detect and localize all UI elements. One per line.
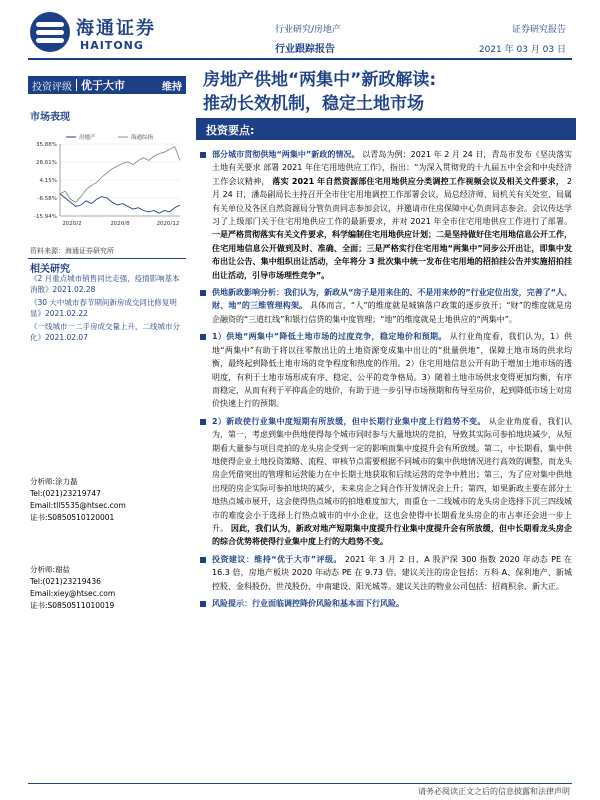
logo-text-cn: 海通证券 [76, 18, 156, 39]
footer-divider [28, 783, 572, 784]
key-point-head: 投资建议：维持“优于大市”评级。 [212, 554, 342, 564]
bullet-icon [200, 557, 206, 563]
analyst-name: 分析师:谢盐 [30, 565, 71, 574]
x-tick-label: 2020/8 [110, 221, 130, 227]
analyst-cert: 证书:S0850510120001 [30, 513, 115, 522]
logo-text-en: HAITONG [80, 39, 144, 52]
bullet-icon [200, 290, 206, 296]
y-tick-label: 4.15% [39, 178, 57, 184]
key-point-text: 从企业角度看，我们认为，第一，考虑到集中供地使得每个城市同时参与大量地块的竞拍，导致其实际可参拍地块减少，从短期看大量参与项目竞拍的龙头房企受到一定的影响而集中度提升会有所放缓。第二，中长期看，集中供地使得企业土地投资策略、流程、审核节点需要根据不同城市的集中供地情况进行高效的调整，而龙头房企凭借突出的管理和运营能力在中长期土地获取和后续运营的竞争中胜出；第三，为了应对集中供地出现的房企实际可参拍地块的减少，未来房企之间合作开发情况会上升；第四，如果新政主要在部分土地热点城市展开，这会使得热点城市的拍地难度加大，而重仓一二线城市的龙头房企选择下沉三四线城市的难度会小于选择上行热点城市的中小企业，这也会使得中长期看龙头房企的市占率还会进一步上升。 [212, 416, 572, 533]
chart-source: 资料来源：海通证券研究所 [30, 247, 114, 255]
bullet-icon [200, 601, 206, 607]
key-point-head: 2）新政使行业集中度短期有所放缓，但中长期行业集中度上行趋势不变。 [212, 416, 486, 426]
related-item[interactable]: 《一线城市一二手房成交量上升，二线城市分化》2021.02.07 [30, 322, 180, 342]
key-points-heading: 投资要点: [196, 118, 576, 140]
related-title: 相关研究 [30, 264, 70, 275]
key-point [200, 286, 572, 326]
y-tick-label: 35.88% [36, 142, 57, 148]
key-point [200, 330, 572, 410]
key-point [200, 597, 572, 610]
analyst-block [30, 564, 186, 612]
related-item[interactable]: 《30 大中城市春节期间新房成交同比修复明显》2021.02.22 [30, 298, 177, 318]
key-point-bold: 因此，我们认为，新政对地产短期集中度提升行业集中度提升会有所放缓，但中长期看龙头房企的综合优势将使得行业集中度上行的大趋势不变。 [212, 523, 572, 547]
key-point-text: 2 月 24 日，潘岛副局长主持召开全市住宅用地调控工作部署会议，局总经济师、局机关有关处室、局属有关单位及各区自然资源局分管负责同志参加会议，并邀请市住房保障中心负责同志参会。会议传达学习了上级部门关于住宅用地供应工作的最新要求，并对 2021 年全市住宅用地供应工作进行了部署。 [212, 176, 572, 227]
key-point [200, 553, 572, 593]
report-category: 行业研究/房地产 [275, 25, 342, 35]
analyst-email[interactable]: Email:xiey@htsec.com [30, 589, 116, 598]
key-point-head: 1）供地“两集中”降低土地市场的过度竞争，稳定地价和预期。 [212, 332, 447, 342]
key-point-head: 供地新政影响分析：我们认为，新政从“房子是用来住的、不是用来炒的”行业定位出发，完善了“人、财、地”的三维管理构架。 [212, 288, 572, 311]
bullet-icon [200, 152, 206, 158]
key-point-text: 2021 年 3 月 2 日，A 股沪深 300 指数 2020 年动态 PE 在 16.3 倍，房地产板块 2020 年动态 PE 在 9.73 倍。建议关注的房企包括：万科 A、保利地产、新城控股、金科股份、世茂股份、中南建设、阳光城等。建议关注的物业公司包括：招商积余、新大正。 [212, 554, 572, 591]
key-point-head: 部分城市贯彻供地“两集中”新政的情况。 [212, 150, 360, 159]
report-kind: 证券研究报告 [511, 25, 566, 35]
rating-action: 维持 [162, 81, 182, 93]
x-tick-label: 2020/12 [156, 221, 180, 227]
bullet-icon [200, 419, 206, 425]
analyst-name: 分析师:涂力磊 [30, 477, 78, 486]
key-point-text: 以青岛为例：2021 年 2 月 24 日，青岛市发布《坚决落实土地有关要求 部署 2021 年住宅用地供应工作》，指出：“为深入贯彻党的十九届五中全会和中央经济工作会议精神， [212, 150, 573, 186]
related-list [30, 273, 186, 345]
y-tick-label: -15.94% [34, 214, 57, 220]
key-points-body [200, 148, 572, 614]
analyst-email[interactable]: Email:tll5535@htsec.com [30, 501, 126, 510]
market-title: 市场表现 [30, 112, 70, 123]
report-title [203, 68, 436, 116]
analyst-cert: 证书:S0850511010019 [30, 601, 115, 610]
legend-label: 海通综指 [131, 135, 154, 141]
analyst-tel: Tel:(021)23219747 [30, 489, 101, 498]
series-line-benchmark [60, 147, 180, 203]
related-divider [28, 258, 186, 259]
rating-bar [28, 76, 186, 94]
series-line-real-estate [60, 194, 180, 213]
key-point-bold: 一是严格贯彻落实有关文件要求，科学编制住宅用地供应计划；二是坚持做好住宅用地信息公开工作，住宅用地信息公开做到及时、准确、全面；三是严格实行住宅用地“两集中”同步公开出让，即集中发布出让公告、集中组织出让活动，全年将分 3 批次集中统一发布住宅用地的招拍挂公告并实施招拍挂出让活动，引导市场理性竞争”。 [212, 230, 572, 280]
key-point [200, 415, 572, 549]
haitong-logo-icon [30, 12, 70, 52]
analyst-tel: Tel:(021)23219436 [30, 577, 101, 586]
report-type: 行业跟踪报告 [275, 44, 335, 55]
rating-value: 优于大市 [81, 79, 125, 92]
rating-label: 投资评级 [32, 81, 72, 93]
legend-label: 房地产 [79, 135, 96, 141]
report-title-line2: 推动长效机制，稳定土地市场 [203, 94, 424, 114]
haitong-logo [30, 12, 160, 58]
x-tick-label: 2020/2 [62, 221, 82, 227]
analyst-block [30, 476, 186, 524]
key-point-text: 从行业角度看，我们认为，1）供地“两集中”有助于将以往零散出让的土地资源变成集中出让的“批量供地”，保障土地市场的供求均衡，最终起到降低土地市场的竞争程度和热度的作用。2）住宅用地信息公开有助于增加土地市场的透明度，有利于土地市场形成有序、稳定、公平的竞争格局。3）随着土地市场供求变得更加均衡，有序而稳定，从而有利于平抑高企的地价，有助于进一步引导市场预期和传导至房价，起到降低市场上对房价快速上行的预期。 [212, 332, 572, 409]
related-item[interactable]: 《2 月重点城市销售同比走强，疫情影响基本消散》2021.02.28 [30, 274, 180, 294]
key-point-text: 具体而言，“人”的维度就是城镇落户政策的逐步放开；“财”的维度就是房企融资的“三道红线”和银行信贷的集中度管理；“地”的维度就是土地供应的“两集中”。 [212, 301, 573, 324]
y-tick-label: 28.61% [36, 160, 57, 166]
y-tick-label: -6.58% [37, 196, 57, 202]
report-date: 2021 年 03 月 03 日 [478, 45, 566, 55]
bullet-icon [200, 334, 206, 340]
header-divider [28, 58, 572, 60]
report-title-line1: 房地产供地“两集中”新政解读: [203, 70, 437, 90]
key-point-head: 风险提示：行业面临调控降价风险和基本面下行风险。 [212, 599, 404, 608]
market-performance-chart [30, 132, 186, 242]
key-point [200, 148, 572, 282]
key-point-bold: 落实 2021 年自然资源部住宅用地供应分类调控工作视频会议及相关文件要求， [272, 176, 565, 186]
footer-disclaimer: 请务必阅读正文之后的信息披露和法律声明 [418, 787, 570, 796]
